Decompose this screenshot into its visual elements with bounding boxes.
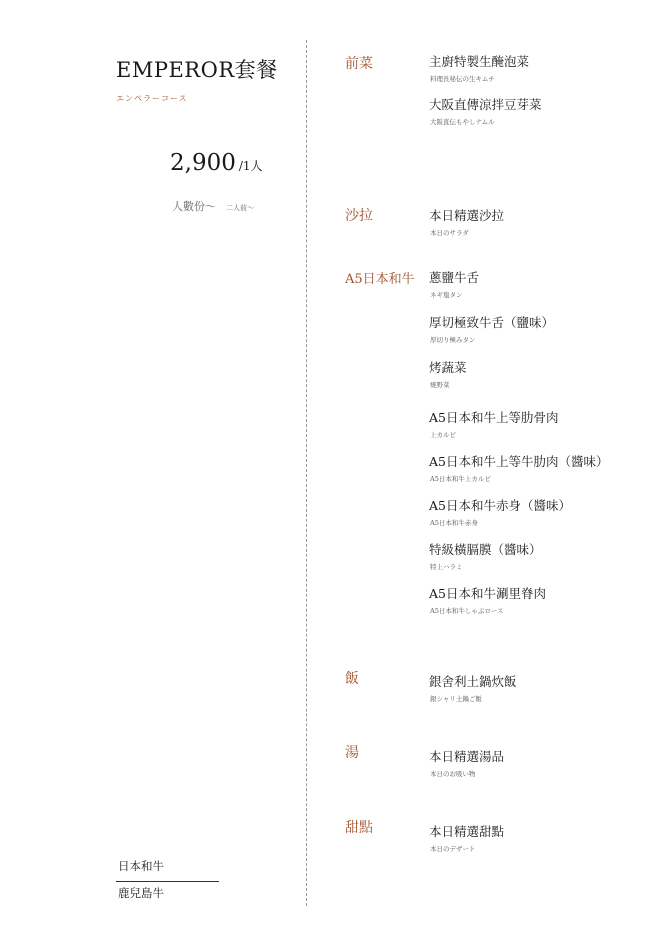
category-appetizer: 前菜 [345, 56, 373, 72]
menu-item [429, 95, 542, 126]
menu-item-sub: 本日のお吸い物 [430, 770, 476, 778]
menu-item [429, 408, 558, 439]
persons-note [172, 198, 254, 214]
menu-item-sub: ネギ塩タン [430, 291, 463, 299]
menu-item-name: A5日本和牛涮里脊肉 [429, 586, 546, 601]
menu-item-name: A5日本和牛上等肋骨肉 [429, 410, 559, 425]
persons-label: 人數份～ [172, 200, 216, 213]
menu-item-name: A5日本和牛赤身（醬味） [429, 498, 571, 513]
menu-item-name: 銀舍利土鍋炊飯 [429, 674, 517, 689]
menu-item-sub: 本日のデザート [430, 845, 476, 853]
menu-item-name: 蔥鹽牛舌 [429, 270, 480, 285]
menu-item-name: 大阪直傳涼拌豆芽菜 [429, 97, 542, 112]
menu-item-name: 厚切極致牛舌（鹽味） [429, 315, 555, 330]
course-title: EMPEROR套餐 [116, 58, 278, 82]
origin-label-wagyu: 日本和牛 [118, 859, 164, 873]
menu-item-sub: A5日本和牛しゃぶロース [430, 607, 504, 615]
menu-item-name: 本日精選湯品 [429, 749, 505, 764]
course-subtitle: エンペラーコース [116, 94, 188, 103]
price-unit: /1人 [238, 159, 263, 173]
menu-item [429, 672, 517, 703]
menu-item-name: 烤蔬菜 [429, 360, 467, 375]
menu-item-sub: 焼野菜 [430, 381, 450, 389]
menu-item-sub: 銀シャリ土鍋ご飯 [430, 695, 482, 703]
menu-item-name: 主廚特製生醃泡菜 [429, 54, 530, 69]
category-rice: 飯 [345, 671, 359, 687]
menu-item-name: 本日精選沙拉 [429, 208, 505, 223]
menu-item-name: A5日本和牛上等牛肋肉（醬味） [429, 454, 609, 469]
category-soup: 湯 [345, 745, 359, 761]
menu-item [429, 268, 479, 299]
category-salad: 沙拉 [345, 208, 373, 224]
category-dessert: 甜點 [345, 820, 373, 836]
menu-item [429, 52, 529, 83]
category-wagyu: A5日本和牛 [345, 272, 415, 287]
menu-item-sub: 厚切り極みタン [430, 336, 476, 344]
price-value: 2,900 [170, 150, 236, 176]
menu-item [429, 747, 504, 778]
menu-item [429, 496, 571, 527]
menu-item [429, 822, 504, 853]
menu-item [429, 584, 546, 615]
menu-item-sub: A5日本和牛赤身 [430, 519, 478, 527]
menu-item [429, 313, 554, 344]
menu-item [429, 358, 467, 389]
menu-item [429, 206, 504, 237]
menu-item-sub: 本日のサラダ [430, 229, 469, 237]
persons-label-jp: 二人前～ [226, 204, 254, 212]
menu-item-sub: 大阪直伝もやしナムル [430, 118, 495, 126]
menu-item [429, 452, 608, 483]
course-price [170, 150, 263, 176]
menu-item-sub: A5日本和牛上カルビ [430, 475, 491, 483]
menu-item-name: 特級橫膈膜（醬味） [429, 542, 542, 557]
origin-divider [116, 881, 219, 882]
dashed-divider [306, 40, 307, 906]
menu-item [429, 540, 542, 571]
origin-label-kagoshima: 鹿兒島牛 [118, 886, 164, 900]
menu-item-name: 本日精選甜點 [429, 824, 505, 839]
menu-item-sub: 料理長秘伝の生キムチ [430, 75, 495, 83]
menu-item-sub: 上カルビ [430, 431, 456, 439]
menu-item-sub: 特上ハラミ [430, 563, 463, 571]
